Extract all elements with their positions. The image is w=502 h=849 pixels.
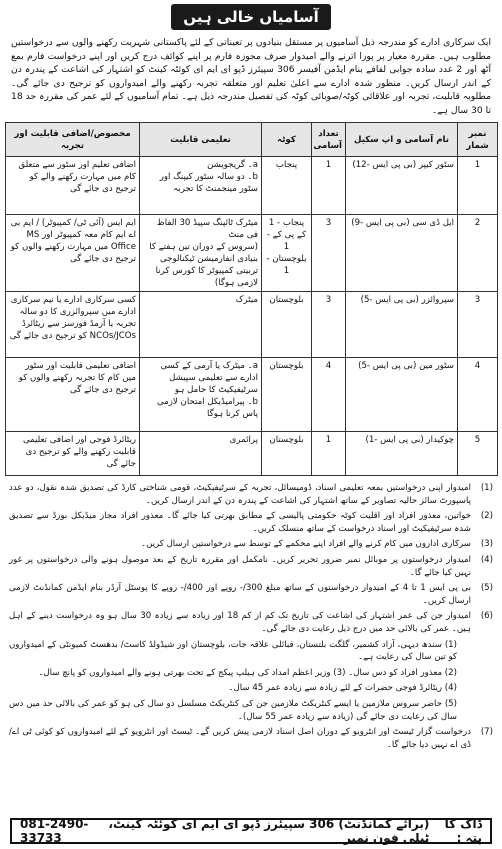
condition-item xyxy=(9,698,493,723)
vacancy-table xyxy=(5,122,498,476)
cell-experience: ایم ایس (آئی ٹی/ کمپیوٹر) / ایم بی اے ایم کام معہ کمپیوٹر اور MS Office میں مہارت رکھنے والوں کو ترجیح دی جائے گی xyxy=(6,215,140,292)
cell-count: 1 xyxy=(312,157,346,215)
condition-number xyxy=(457,639,479,664)
postal-address-text: (برائے کمانڈنٹ) 306 سپیئرز ڈپو ای ایم ای کوئٹہ کینٹ، ٹیلی فون نمبر xyxy=(108,817,430,845)
cell-post: سٹور مین (بی پی ایس -5) xyxy=(346,358,458,432)
cell-serial: 1 xyxy=(458,157,498,215)
cell-post: سٹور کیپر (بی پی ایس -12) xyxy=(346,157,458,215)
header-count: تعداد آسامی xyxy=(312,123,346,157)
condition-number xyxy=(457,698,479,723)
cell-education: a۔ میٹرک یا آرمی کے کسی ادارے سے تعلیمی سپیشل سرٹیفیکیٹ کا حامل ہو b۔ پیرامیڈیکل امتحان لازمی پاس کرنا ہوگا xyxy=(140,358,262,432)
cell-post: چوکیدار (بی پی ایس -1) xyxy=(346,432,458,476)
table-row xyxy=(6,157,498,215)
condition-item xyxy=(9,667,493,680)
condition-number: (4) xyxy=(480,554,493,565)
header-experience: مخصوص/اضافی قابلیت اور تجربہ xyxy=(6,123,140,157)
cell-education: میٹرک ٹائپنگ سپیڈ 30 الفاظ فی منٹ (سروس کے دوران تین ہفتے کا بنیادی انفارمیشن ٹیکنالوجی تربیتی کمپیوٹر کا کورس کرنا لازمی ہوگا) xyxy=(140,215,262,292)
cell-count: 1 xyxy=(312,432,346,476)
condition-text: بی پی ایس 1 تا 4 کے امیدوار درخواستوں کے ساتھ مبلغ 300/- روپے اور 400/- روپے کا پوسٹل آرڈر بنام ایڈمن کمانڈنٹ لازمی ارسال کریں۔ xyxy=(9,583,471,606)
table-row xyxy=(6,432,498,476)
cell-quota: بلوچستان xyxy=(262,432,312,476)
cell-education: a۔ گریجویشن b۔ دو سالہ سٹور کیپنگ اور سٹور مینجمنٹ کا تجربہ xyxy=(140,157,262,215)
condition-text: (2) معذور افراد کو دس سال۔ (3) وزیر اعظم امداد کی ہیلپ پیکج کے تحت بھرتی ہونے والے امیدواروں کو پانچ سال۔ xyxy=(38,667,457,678)
cell-experience: اضافی تعلیم اور سٹور سے متعلق کام میں مہارت رکھنے والے کو ترجیح دی جائے گی xyxy=(6,157,140,215)
header-quota: کوٹہ xyxy=(262,123,312,157)
condition-number: (7) xyxy=(480,727,493,738)
cell-post: سپروائزر (بی پی ایس -5) xyxy=(346,292,458,358)
condition-text: (5) حاضر سروس ملازمین یا ایسے کنٹریکٹ ملازمین جن کی کنٹریکٹ مسلسل دو سال کی ہو کو عمر کی بالائی حد میں دس سال کی رعایت دی جائے گی (زیادہ سے زیادہ عمر 55 سال)۔ xyxy=(9,698,457,722)
condition-text: سرکاری اداروں میں کام کرنے والے افراد اپنے محکمے کے توسط سے درخواستیں ارسال کریں۔ xyxy=(141,539,471,550)
condition-item xyxy=(9,510,493,535)
condition-number xyxy=(457,682,479,695)
condition-text: امیدوار درخواستوں پر موبائل نمبر ضرور تحریر کریں۔ نامکمل اور مقررہ تاریخ کے بعد موصول ہونے والی درخواستوں پر غور نہیں کیا جائے گا۔ xyxy=(9,554,471,578)
cell-count: 3 xyxy=(312,215,346,292)
cell-count: 3 xyxy=(312,292,346,358)
condition-text: امیدوار اپنی درخواستیں بمعہ تعلیمی اسناد، ڈومیسائل، تجربہ کے سرٹیفیکیٹ، قومی شناختی کارڈ کی تصدیق شدہ نقول، دو عدد پاسپورٹ سائز حالیہ تصاویر کے ساتھ اشتہار کی اشاعت کے پندرہ دن کے اندر ارسال کریں۔ xyxy=(9,483,471,506)
cell-education: پرائمری xyxy=(140,432,262,476)
cell-serial: 2 xyxy=(458,215,498,292)
condition-number: (2) xyxy=(480,511,493,522)
condition-item xyxy=(9,726,493,751)
cell-quota: بلوچستان xyxy=(262,292,312,358)
conditions-list xyxy=(5,482,497,751)
condition-text: درخواست گزار ٹیسٹ اور انٹرویو کے دوران اصل اسناد لازمی پیش کریں گے۔ ٹیسٹ اور انٹرویو کے لئے امیدواروں کو کوئی ٹی اے/ ڈی اے نہیں دیا جائے گا۔ xyxy=(9,727,471,750)
condition-text: (1) سندھ دیہی، آزاد کشمیر، گلگت بلتستان، قبائلی علاقہ جات، بلوچستان اور شیڈولڈ کاسٹ/ بدھسٹ کمیونٹی کے امیدواروں کو تین سال کی رعایت ہے۔ xyxy=(9,639,457,663)
condition-text: (4) ریٹائرڈ فوجی حضرات کے لئے زیادہ سے زیادہ عمر 45 سال۔ xyxy=(228,683,457,694)
cell-post: ایل ڈی سی (بی پی ایس -9) xyxy=(346,215,458,292)
condition-item xyxy=(9,682,493,695)
table-row xyxy=(6,292,498,358)
cell-quota: بلوچستان xyxy=(262,358,312,432)
header-post: نام آسامی و اپ سکیل xyxy=(346,123,458,157)
cell-serial: 5 xyxy=(458,432,498,476)
cell-experience: کسی سرکاری ادارے یا نیم سرکاری ادارے میں سپروائزری کا دو سالہ تجربہ یا آرمڈ فورسز سے ریٹائرڈ NCOs/JCOs کو ترجیح دی جائے گی xyxy=(6,292,140,358)
postal-address-box xyxy=(10,818,492,844)
condition-number: (3) xyxy=(480,539,493,550)
page-title: آسامیاں خالی ہیں xyxy=(171,4,331,30)
table-header-row xyxy=(6,123,498,157)
cell-count: 4 xyxy=(312,358,346,432)
condition-item xyxy=(9,639,493,664)
cell-quota: پنجاب - 1 کے پی کے - 1 بلوچستان - 1 xyxy=(262,215,312,292)
condition-number: (1) xyxy=(480,483,493,493)
table-row xyxy=(6,215,498,292)
header-serial: نمبر شمار xyxy=(458,123,498,157)
condition-text: خواتین، معذور افراد اور اقلیت کوٹہ حکومتی پالیسی کے مطابق بھرتی کیا جائے گا۔ معذور افراد مجاز میڈیکل بورڈ سے تصدیق شدہ سرٹیفیکیٹ اور اسناد درخواست کے ساتھ منسلک کریں۔ xyxy=(9,511,471,534)
cell-experience: ریٹائرڈ فوجی اور اضافی تعلیمی قابلیت رکھنے والے کو ترجیح دی جائے گی xyxy=(6,432,140,476)
cell-experience: اضافی تعلیمی قابلیت اور سٹور میں کام کا تجربہ رکھنے والوں کو ترجیح دی جائے گی xyxy=(6,358,140,432)
condition-item xyxy=(9,582,493,607)
condition-text: امیدوار جن کی عمر اشتہار کی اشاعت کی تاریخ تک کم از کم 18 اور زیادہ سے زیادہ 30 سال ہو وہ درخواست دینے کے اہل ہیں۔ عمر کی بالائی حد میں درج ذیل رعایت دی جائے گی۔ xyxy=(9,611,471,634)
cell-serial: 4 xyxy=(458,358,498,432)
condition-item xyxy=(9,554,493,579)
condition-item xyxy=(9,610,493,635)
condition-number: (5) xyxy=(480,583,493,594)
condition-item xyxy=(9,482,493,507)
cell-education: میٹرک xyxy=(140,292,262,358)
condition-item xyxy=(9,538,493,551)
table-row xyxy=(6,358,498,432)
header-education: تعلیمی قابلیت xyxy=(140,123,262,157)
cell-serial: 3 xyxy=(458,292,498,358)
condition-number: (6) xyxy=(480,611,493,622)
cell-quota: پنجاب xyxy=(262,157,312,215)
postal-address-label: ڈاک کا پتہ : xyxy=(444,817,482,845)
intro-paragraph: ایک سرکاری ادارے کو مندرجہ ذیل آسامیوں پر مستقل بنیادوں پر تعیناتی کے لئے پاکستانی شہریت رکھنے والوں سے درخواستیں مطلوب ہیں۔ مقررہ معیار پر پورا اترنے والے امیدوار صرف مجوزہ فارم پر اپنے کوائف درج کریں اور اپنے درخواست فارم بمع آٹھ اور 2 عدد سادہ جوابی لفافے بنام ایڈمن آفیسر 306 سپیئرز ڈپو ای ایم ای کوئٹہ کینٹ کو اشتہار کی اشاعت کے پندرہ دن کے اندر ارسال کریں۔ منظور شدہ ادارے سے اعلیٰ تعلیم اور متعلقہ تجربہ رکھنے والے امیدواروں کو ترجیح دی جائے گی۔ مطلوبہ قابلیت، تجربہ اور علاقائی کوٹہ/صوبائی کوٹہ کی تفصیل مندرجہ ذیل ہے۔ تمام آسامیوں کے لئے عمر کی مقررہ حد 18 تا 30 سال ہے۔ xyxy=(11,37,491,116)
condition-number xyxy=(457,667,479,680)
phone-number: 081-2490-33733 xyxy=(20,817,89,845)
